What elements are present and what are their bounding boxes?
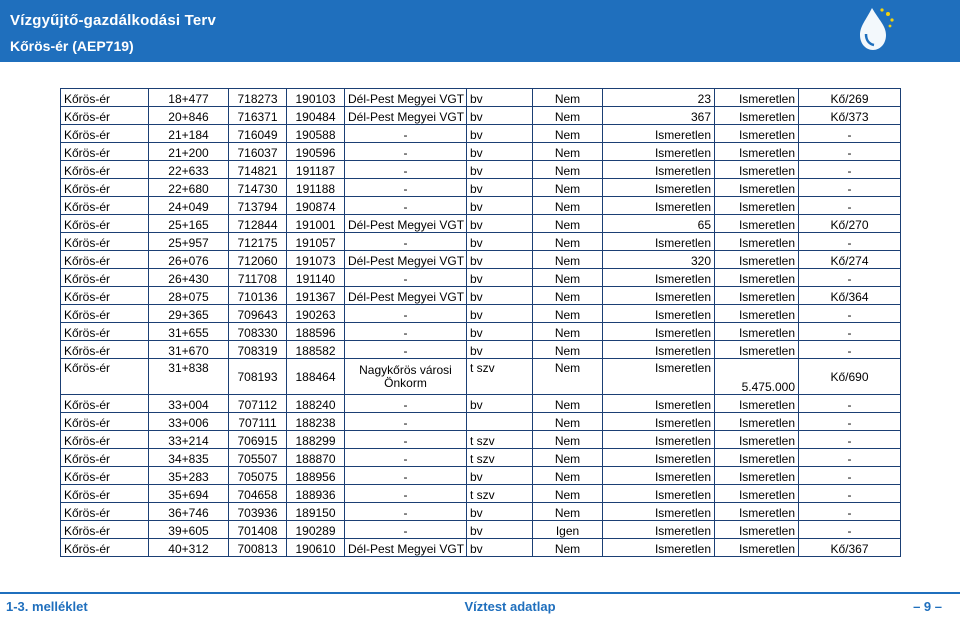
culvert-table-wrapper [60, 88, 900, 557]
cell-code: - [799, 179, 901, 197]
cell-owner: - [345, 413, 467, 431]
cell-val1: 320 [603, 251, 715, 269]
cell-code: - [799, 143, 901, 161]
cell-km: 40+312 [149, 539, 229, 557]
cell-owner: - [345, 269, 467, 287]
cell-type: t szv [467, 359, 533, 395]
table-row [61, 395, 901, 413]
cell-owner [345, 359, 467, 395]
cell-val2: Ismeretlen [715, 449, 799, 467]
cell-code: - [799, 467, 901, 485]
cell-river: Kőrös-ér [61, 539, 149, 557]
cell-river: Kőrös-ér [61, 503, 149, 521]
cell-val1: Ismeretlen [603, 341, 715, 359]
table-row [61, 287, 901, 305]
cell-val2: Ismeretlen [715, 269, 799, 287]
cell-owner: Dél-Pest Megyei VGT [345, 251, 467, 269]
cell-code: Kő/367 [799, 539, 901, 557]
cell-code: - [799, 197, 901, 215]
table-row [61, 413, 901, 431]
cell-km: 22+633 [149, 161, 229, 179]
cell-km: 21+200 [149, 143, 229, 161]
cell-km: 36+746 [149, 503, 229, 521]
cell-km: 31+655 [149, 323, 229, 341]
cell-km: 26+430 [149, 269, 229, 287]
cell-x: 718273 [229, 89, 287, 107]
cell-y: 188596 [287, 323, 345, 341]
cell-y: 190484 [287, 107, 345, 125]
table-row [61, 125, 901, 143]
cell-val2: Ismeretlen [715, 107, 799, 125]
cell-x: 705075 [229, 467, 287, 485]
table-row [61, 143, 901, 161]
cell-y: 188464 [287, 359, 345, 395]
cell-y: 190874 [287, 197, 345, 215]
table-body-lower [61, 395, 901, 557]
cell-val2: Ismeretlen [715, 143, 799, 161]
cell-code: - [799, 413, 901, 431]
cell-val1: Ismeretlen [603, 161, 715, 179]
document-title: Vízgyűjtő-gazdálkodási Terv [10, 12, 216, 29]
footer-page-number: – 9 – [913, 599, 942, 614]
cell-code: Kő/364 [799, 287, 901, 305]
cell-code: - [799, 395, 901, 413]
cell-y: 190263 [287, 305, 345, 323]
cell-val2: Ismeretlen [715, 161, 799, 179]
cell-y: 188956 [287, 467, 345, 485]
cell-val2: Ismeretlen [715, 431, 799, 449]
cell-river: Kőrös-ér [61, 431, 149, 449]
cell-y: 191140 [287, 269, 345, 287]
cell-x: 708330 [229, 323, 287, 341]
cell-flag: Nem [533, 197, 603, 215]
cell-val2: Ismeretlen [715, 251, 799, 269]
cell-val2: Ismeretlen [715, 323, 799, 341]
cell-val2: Ismeretlen [715, 395, 799, 413]
table-row [61, 179, 901, 197]
cell-owner: Dél-Pest Megyei VGT [345, 107, 467, 125]
cell-val1: Ismeretlen [603, 431, 715, 449]
cell-y: 190103 [287, 89, 345, 107]
cell-code: - [799, 269, 901, 287]
cell-code: - [799, 485, 901, 503]
cell-x: 708193 [229, 359, 287, 395]
table-body-upper [61, 89, 901, 359]
cell-km: 34+835 [149, 449, 229, 467]
cell-x: 705507 [229, 449, 287, 467]
cell-val1: Ismeretlen [603, 305, 715, 323]
cell-km: 31+670 [149, 341, 229, 359]
cell-owner-line1: Nagykőrös városi [359, 362, 452, 377]
cell-km: 33+214 [149, 431, 229, 449]
cell-y: 188936 [287, 485, 345, 503]
cell-val2: Ismeretlen [715, 197, 799, 215]
cell-val1: 23 [603, 89, 715, 107]
cell-val2: Ismeretlen [715, 485, 799, 503]
cell-y: 191001 [287, 215, 345, 233]
cell-code: - [799, 233, 901, 251]
cell-y: 188299 [287, 431, 345, 449]
table-row [61, 215, 901, 233]
cell-y: 190289 [287, 521, 345, 539]
footer-annex-label: 1-3. melléklet [6, 599, 88, 614]
cell-x: 711708 [229, 269, 287, 287]
cell-owner: - [345, 503, 467, 521]
cell-x: 703936 [229, 503, 287, 521]
cell-flag: Nem [533, 233, 603, 251]
cell-owner: Dél-Pest Megyei VGT [345, 539, 467, 557]
cell-flag: Nem [533, 269, 603, 287]
table-row [61, 89, 901, 107]
cell-code: - [799, 161, 901, 179]
cell-river: Kőrös-ér [61, 197, 149, 215]
table-row [61, 521, 901, 539]
table-row [61, 341, 901, 359]
cell-type: bv [467, 251, 533, 269]
cell-type: bv [467, 467, 533, 485]
cell-river: Kőrös-ér [61, 233, 149, 251]
cell-x: 716371 [229, 107, 287, 125]
cell-flag: Nem [533, 467, 603, 485]
cell-type: t szv [467, 431, 533, 449]
table-row [61, 467, 901, 485]
cell-code: Kő/690 [799, 359, 901, 395]
cell-km: 20+846 [149, 107, 229, 125]
table-body-tall-row [61, 359, 901, 395]
cell-owner: - [345, 161, 467, 179]
cell-owner: - [345, 233, 467, 251]
table-row [61, 449, 901, 467]
cell-km: 18+477 [149, 89, 229, 107]
cell-code: - [799, 431, 901, 449]
cell-owner: - [345, 485, 467, 503]
cell-owner: - [345, 341, 467, 359]
cell-owner: - [345, 305, 467, 323]
page-header [0, 0, 960, 62]
cell-km: 25+165 [149, 215, 229, 233]
cell-code: Kő/270 [799, 215, 901, 233]
cell-owner: - [345, 467, 467, 485]
table-row [61, 251, 901, 269]
footer-document-type: Víztest adatlap [464, 599, 556, 614]
cell-code: - [799, 125, 901, 143]
cell-river: Kőrös-ér [61, 215, 149, 233]
cell-type: bv [467, 125, 533, 143]
table-row [61, 323, 901, 341]
cell-val1: Ismeretlen [603, 143, 715, 161]
cell-river: Kőrös-ér [61, 179, 149, 197]
cell-val1: Ismeretlen [603, 287, 715, 305]
table-row [61, 233, 901, 251]
cell-flag: Nem [533, 503, 603, 521]
cell-x: 706915 [229, 431, 287, 449]
cell-val2: Ismeretlen [715, 215, 799, 233]
cell-type: bv [467, 197, 533, 215]
cell-val1: 367 [603, 107, 715, 125]
cell-type: bv [467, 269, 533, 287]
cell-val2: 5.475.000 [715, 359, 799, 395]
cell-y: 188238 [287, 413, 345, 431]
cell-flag: Nem [533, 251, 603, 269]
cell-km: 39+605 [149, 521, 229, 539]
table-row [61, 431, 901, 449]
culvert-table [60, 88, 901, 557]
cell-val2: Ismeretlen [715, 467, 799, 485]
cell-x: 701408 [229, 521, 287, 539]
cell-km: 26+076 [149, 251, 229, 269]
cell-x: 708319 [229, 341, 287, 359]
cell-flag: Nem [533, 107, 603, 125]
cell-x: 714821 [229, 161, 287, 179]
cell-flag: Nem [533, 161, 603, 179]
cell-type: bv [467, 215, 533, 233]
cell-val2: Ismeretlen [715, 413, 799, 431]
cell-val1: Ismeretlen [603, 269, 715, 287]
cell-val1: Ismeretlen [603, 179, 715, 197]
cell-flag: Nem [533, 449, 603, 467]
cell-val1: Ismeretlen [603, 125, 715, 143]
cell-val2: Ismeretlen [715, 503, 799, 521]
cell-val1: Ismeretlen [603, 539, 715, 557]
cell-y: 190610 [287, 539, 345, 557]
cell-code: Kő/269 [799, 89, 901, 107]
cell-flag: Nem [533, 287, 603, 305]
cell-owner-line2: Önkorm [384, 375, 427, 390]
cell-val2: Ismeretlen [715, 233, 799, 251]
cell-river: Kőrös-ér [61, 107, 149, 125]
cell-val1: Ismeretlen [603, 197, 715, 215]
cell-owner: - [345, 323, 467, 341]
cell-x: 712060 [229, 251, 287, 269]
cell-type: bv [467, 395, 533, 413]
cell-river: Kőrös-ér [61, 485, 149, 503]
cell-y: 190588 [287, 125, 345, 143]
cell-river: Kőrös-ér [61, 305, 149, 323]
cell-x: 712175 [229, 233, 287, 251]
cell-x: 713794 [229, 197, 287, 215]
cell-flag: Igen [533, 521, 603, 539]
cell-val2: Ismeretlen [715, 539, 799, 557]
cell-x: 707111 [229, 413, 287, 431]
cell-val1: Ismeretlen [603, 485, 715, 503]
cell-type: bv [467, 143, 533, 161]
cell-type: bv [467, 179, 533, 197]
cell-val1: Ismeretlen [603, 521, 715, 539]
cell-code: Kő/373 [799, 107, 901, 125]
cell-val2: Ismeretlen [715, 305, 799, 323]
cell-y: 191187 [287, 161, 345, 179]
cell-x: 716049 [229, 125, 287, 143]
cell-val1: 65 [603, 215, 715, 233]
cell-type: bv [467, 521, 533, 539]
cell-x: 710136 [229, 287, 287, 305]
cell-flag: Nem [533, 485, 603, 503]
cell-km: 31+838 [149, 359, 229, 395]
cell-river: Kőrös-ér [61, 359, 149, 395]
cell-type: bv [467, 323, 533, 341]
cell-type: t szv [467, 449, 533, 467]
table-row [61, 305, 901, 323]
cell-flag: Nem [533, 323, 603, 341]
cell-y: 190596 [287, 143, 345, 161]
cell-owner: - [345, 449, 467, 467]
cell-x: 704658 [229, 485, 287, 503]
cell-val1: Ismeretlen [603, 395, 715, 413]
cell-val1: Ismeretlen [603, 449, 715, 467]
cell-river: Kőrös-ér [61, 449, 149, 467]
cell-y: 188582 [287, 341, 345, 359]
cell-flag: Nem [533, 539, 603, 557]
cell-flag: Nem [533, 215, 603, 233]
cell-owner: - [345, 143, 467, 161]
cell-flag: Nem [533, 125, 603, 143]
cell-val1: Ismeretlen [603, 359, 715, 395]
cell-km: 35+694 [149, 485, 229, 503]
cell-val1: Ismeretlen [603, 503, 715, 521]
cell-y: 191367 [287, 287, 345, 305]
cell-val2: Ismeretlen [715, 89, 799, 107]
cell-owner: - [345, 431, 467, 449]
cell-km: 29+365 [149, 305, 229, 323]
cell-km: 22+680 [149, 179, 229, 197]
cell-code: - [799, 449, 901, 467]
cell-owner: Dél-Pest Megyei VGT [345, 287, 467, 305]
table-row [61, 269, 901, 287]
cell-code: - [799, 341, 901, 359]
cell-km: 33+006 [149, 413, 229, 431]
water-drop-logo-icon [852, 4, 896, 54]
cell-river: Kőrös-ér [61, 89, 149, 107]
cell-y: 191057 [287, 233, 345, 251]
cell-code: - [799, 521, 901, 539]
footer-divider [0, 592, 960, 594]
cell-y: 189150 [287, 503, 345, 521]
cell-type: bv [467, 89, 533, 107]
cell-y: 188870 [287, 449, 345, 467]
cell-river: Kőrös-ér [61, 413, 149, 431]
cell-river: Kőrös-ér [61, 467, 149, 485]
cell-type: bv [467, 107, 533, 125]
cell-x: 709643 [229, 305, 287, 323]
cell-val1: Ismeretlen [603, 233, 715, 251]
cell-x: 714730 [229, 179, 287, 197]
cell-river: Kőrös-ér [61, 143, 149, 161]
cell-flag: Nem [533, 89, 603, 107]
cell-y: 191188 [287, 179, 345, 197]
cell-river: Kőrös-ér [61, 395, 149, 413]
cell-flag: Nem [533, 143, 603, 161]
cell-type: bv [467, 341, 533, 359]
table-row [61, 503, 901, 521]
cell-type: bv [467, 233, 533, 251]
cell-flag: Nem [533, 395, 603, 413]
cell-val1: Ismeretlen [603, 413, 715, 431]
cell-code: - [799, 323, 901, 341]
cell-river: Kőrös-ér [61, 341, 149, 359]
cell-type: bv [467, 287, 533, 305]
cell-owner: - [345, 395, 467, 413]
cell-flag: Nem [533, 413, 603, 431]
cell-owner: Dél-Pest Megyei VGT [345, 215, 467, 233]
table-row [61, 107, 901, 125]
cell-flag: Nem [533, 341, 603, 359]
cell-flag: Nem [533, 359, 603, 395]
cell-val2: Ismeretlen [715, 287, 799, 305]
cell-km: 35+283 [149, 467, 229, 485]
cell-x: 712844 [229, 215, 287, 233]
cell-val2: Ismeretlen [715, 521, 799, 539]
cell-km: 25+957 [149, 233, 229, 251]
cell-val1: Ismeretlen [603, 323, 715, 341]
cell-val1: Ismeretlen [603, 467, 715, 485]
cell-x: 707112 [229, 395, 287, 413]
cell-owner: - [345, 125, 467, 143]
cell-val2: Ismeretlen [715, 341, 799, 359]
cell-river: Kőrös-ér [61, 269, 149, 287]
cell-type: bv [467, 305, 533, 323]
cell-x: 700813 [229, 539, 287, 557]
document-subtitle: Kőrös-ér (AEP719) [10, 38, 134, 54]
cell-type: bv [467, 539, 533, 557]
cell-river: Kőrös-ér [61, 287, 149, 305]
cell-type: bv [467, 161, 533, 179]
cell-code: - [799, 503, 901, 521]
cell-flag: Nem [533, 305, 603, 323]
cell-flag: Nem [533, 179, 603, 197]
cell-km: 24+049 [149, 197, 229, 215]
cell-owner: - [345, 197, 467, 215]
cell-y: 191073 [287, 251, 345, 269]
table-row [61, 161, 901, 179]
cell-river: Kőrös-ér [61, 521, 149, 539]
cell-val2: Ismeretlen [715, 179, 799, 197]
cell-river: Kőrös-ér [61, 125, 149, 143]
cell-river: Kőrös-ér [61, 251, 149, 269]
cell-km: 21+184 [149, 125, 229, 143]
table-row [61, 359, 901, 395]
cell-val2: Ismeretlen [715, 125, 799, 143]
cell-code: Kő/274 [799, 251, 901, 269]
cell-owner: Dél-Pest Megyei VGT [345, 89, 467, 107]
cell-code: - [799, 305, 901, 323]
cell-type [467, 413, 533, 431]
cell-y: 188240 [287, 395, 345, 413]
cell-type: bv [467, 503, 533, 521]
table-row [61, 197, 901, 215]
table-row [61, 485, 901, 503]
cell-owner: - [345, 521, 467, 539]
cell-river: Kőrös-ér [61, 161, 149, 179]
cell-x: 716037 [229, 143, 287, 161]
cell-owner: - [345, 179, 467, 197]
cell-km: 33+004 [149, 395, 229, 413]
table-row [61, 539, 901, 557]
cell-km: 28+075 [149, 287, 229, 305]
cell-flag: Nem [533, 431, 603, 449]
cell-river: Kőrös-ér [61, 323, 149, 341]
cell-type: t szv [467, 485, 533, 503]
